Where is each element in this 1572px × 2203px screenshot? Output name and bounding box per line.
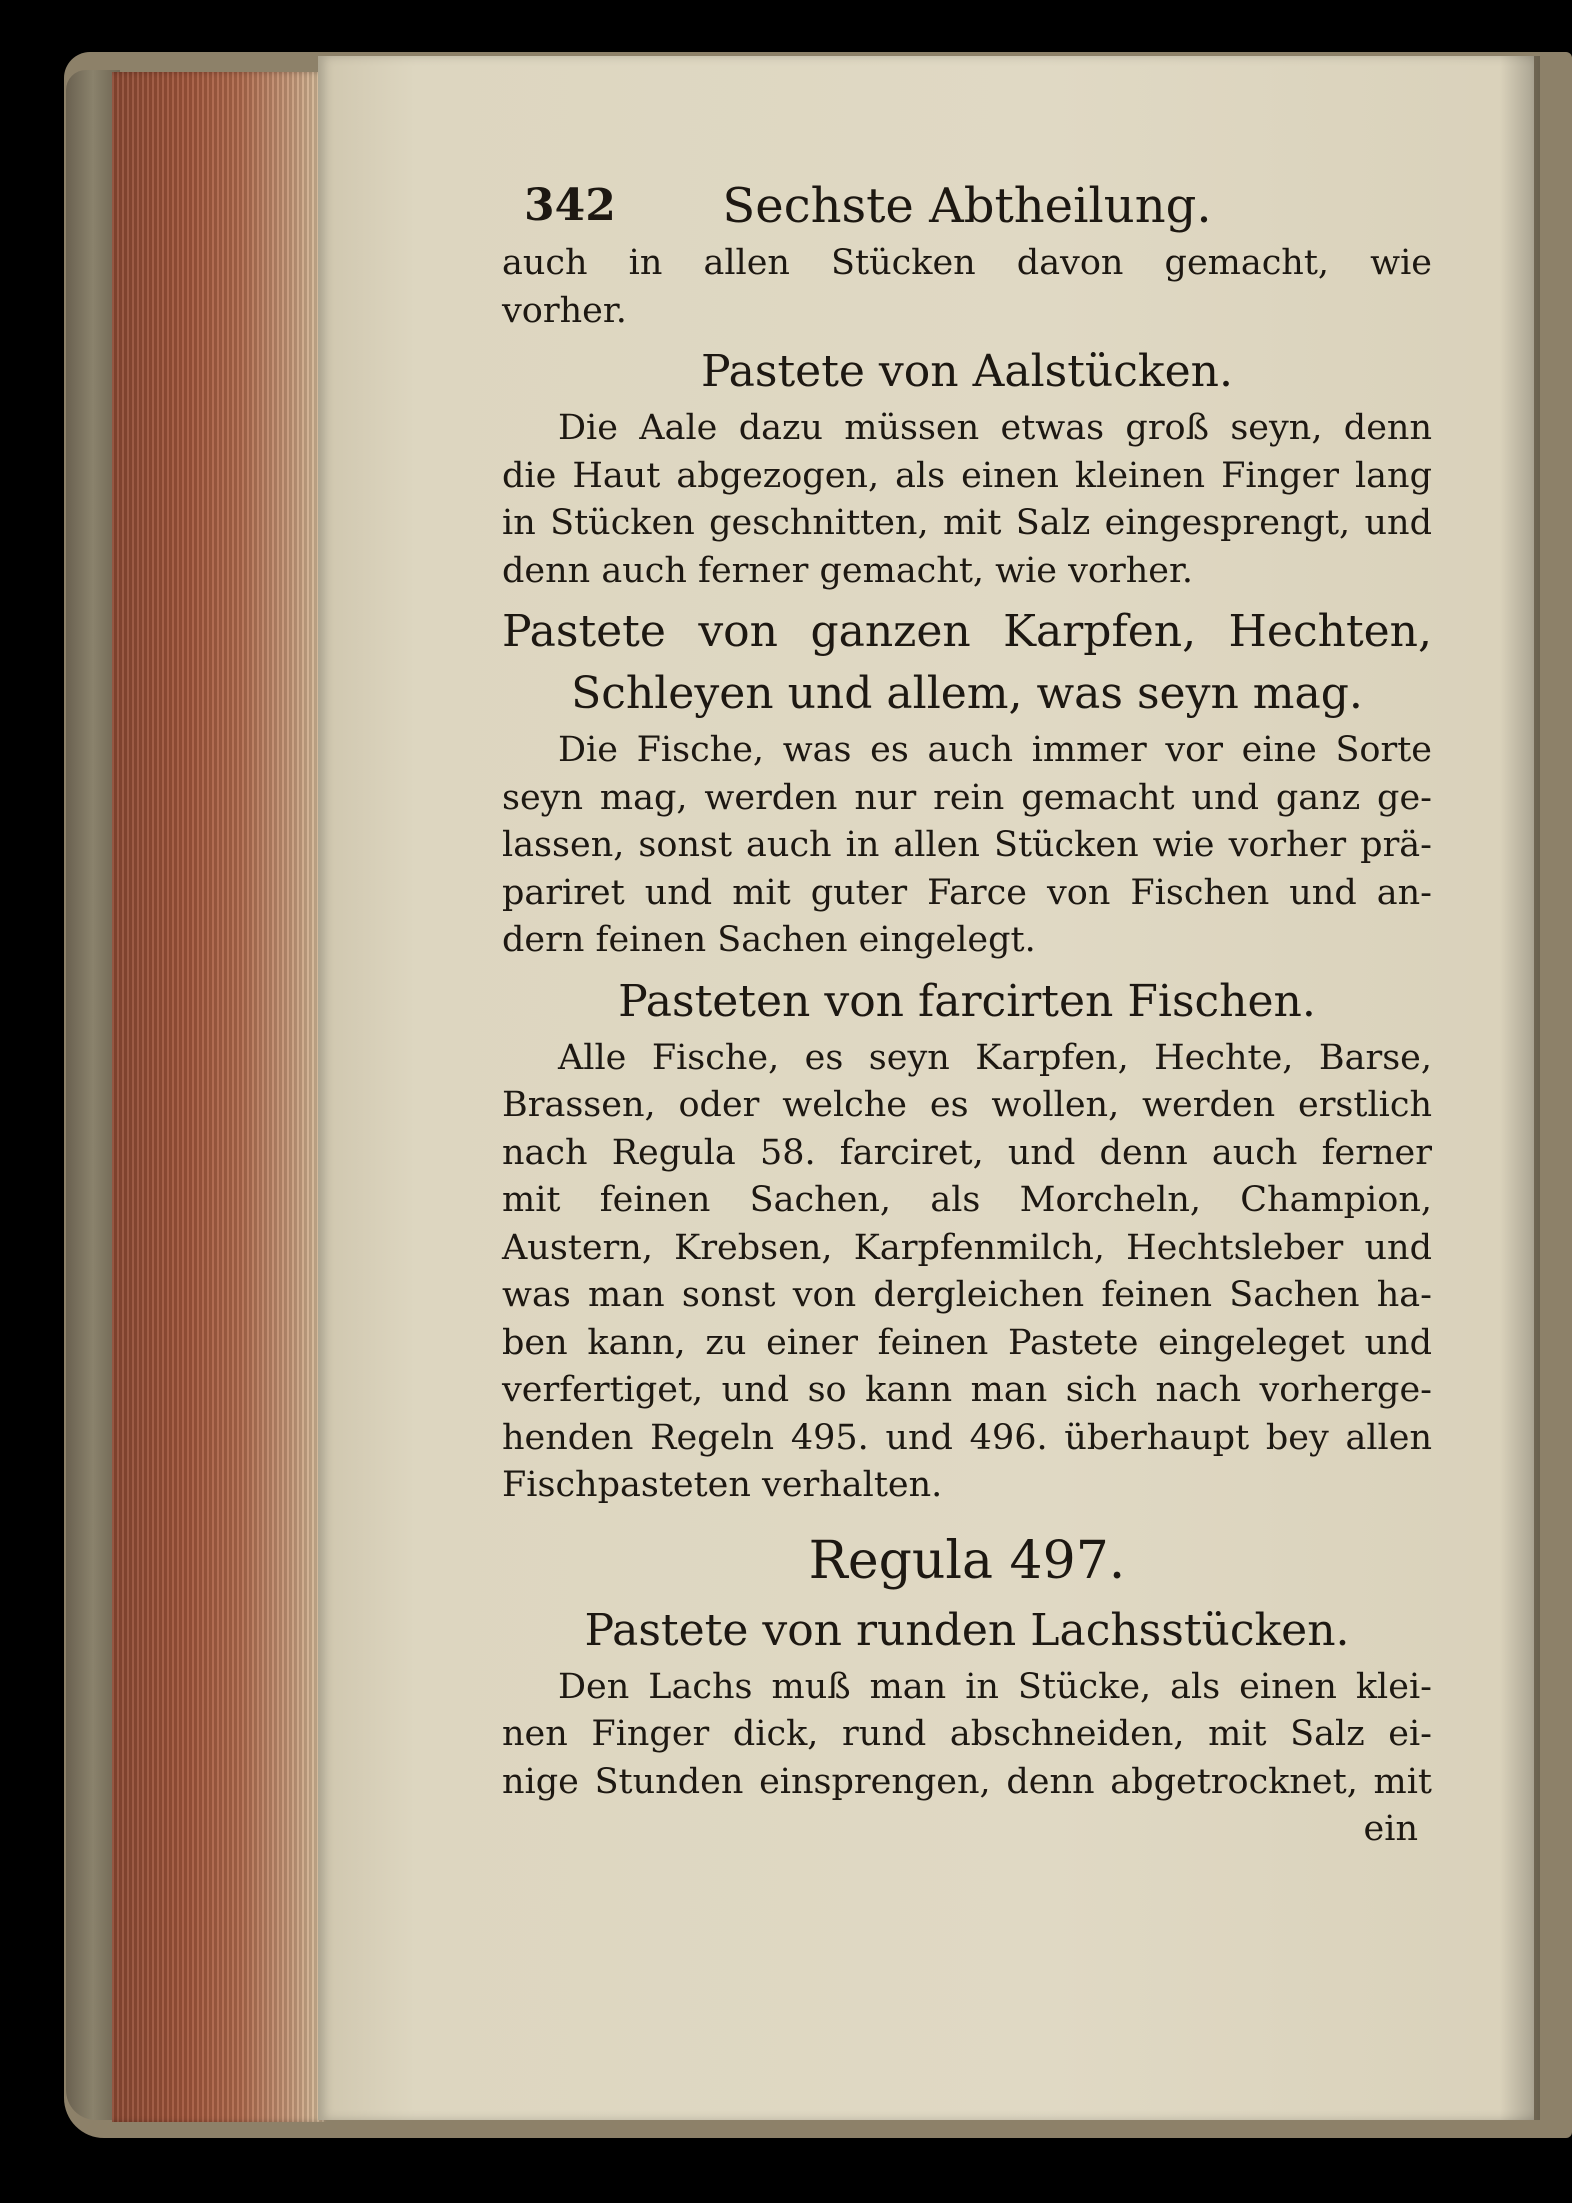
catchword: ein [1363, 1809, 1418, 1849]
text-line: verfertiget, und so kann man sich nach vorherge- [502, 1370, 1432, 1410]
page-text [502, 170, 1432, 1854]
paragraph-aal [502, 405, 1432, 595]
text-line: dern feinen Sachen eingelegt. [502, 920, 1036, 960]
rule-number: Regula 497. [808, 1530, 1126, 1591]
text-line: henden Regeln 495. und 496. überhaupt bey allen [502, 1417, 1432, 1458]
text-line: die Haut abgezogen, als einen kleinen Finger lang [502, 455, 1432, 496]
text-line: pariret und mit guter Farce von Fischen und an- [502, 872, 1432, 913]
text-line: Den Lachs muß man in Stücke, als einen klei- [558, 1666, 1432, 1707]
section-heading-farcirt: Pasteten von farcirten Fischen. [618, 975, 1316, 1027]
text-line: mit feinen Sachen, als Morcheln, Champion, [502, 1180, 1432, 1220]
page-gutter-shadow [1500, 56, 1540, 2120]
text-line: Brassen, oder welche es wollen, werden erstlich [502, 1085, 1432, 1125]
heading-line: Schleyen und allem, was seyn mag. [571, 668, 1363, 719]
text-line: Die Fische, was es auch immer vor eine Sorte [558, 730, 1432, 770]
text-line: seyn mag, werden nur rein gemacht und ganz ge- [502, 777, 1432, 818]
section-heading-lachs: Pastete von runden Lachsstücken. [584, 1604, 1350, 1656]
paragraph-karpfen [502, 727, 1432, 965]
page-number: 342 [524, 180, 616, 231]
section-heading-karpfen [502, 601, 1432, 725]
paragraph-farcirt [502, 1035, 1432, 1510]
text-line: nach Regula 58. farciret, und denn auch ferner [502, 1132, 1432, 1173]
text-line: auch in allen Stücken davon gemacht, wie [502, 243, 1432, 283]
page-block-edge [112, 72, 326, 2122]
text-line: nen Finger dick, rund abschneiden, mit Salz ei- [502, 1714, 1432, 1754]
running-head [502, 170, 1432, 240]
text-line: Alle Fische, es seyn Karpfen, Hechte, Barse, [558, 1037, 1432, 1078]
text-line: vorher. [502, 290, 627, 331]
text-line: nige Stunden einsprengen, denn abgetrocknet, mit [502, 1761, 1432, 1802]
text-line: Die Aale dazu müssen etwas groß seyn, denn [558, 408, 1432, 448]
section-heading-aal: Pastete von Aalstücken. [701, 346, 1233, 397]
text-line: lassen, sonst auch in allen Stücken wie vorher prä- [502, 825, 1432, 865]
text-line: denn auch ferner gemacht, wie vorher. [502, 550, 1193, 591]
text-line: was man sonst von dergleichen feinen Sachen ha- [502, 1275, 1432, 1315]
text-line: Fischpasteten verhalten. [502, 1465, 943, 1505]
paragraph-lachs [502, 1664, 1432, 1854]
text-line: ben kann, zu einer feinen Pastete eingeleget und [502, 1322, 1432, 1363]
text-line: Austern, Krebsen, Karpfenmilch, Hechtsleber und [502, 1227, 1432, 1268]
running-title: Sechste Abtheilung. [722, 178, 1212, 234]
text-line: in Stücken geschnitten, mit Salz eingesprengt, und [502, 503, 1432, 543]
paragraph-continuation [502, 240, 1432, 335]
heading-line: Pastete von ganzen Karpfen, Hechten, [502, 606, 1432, 657]
